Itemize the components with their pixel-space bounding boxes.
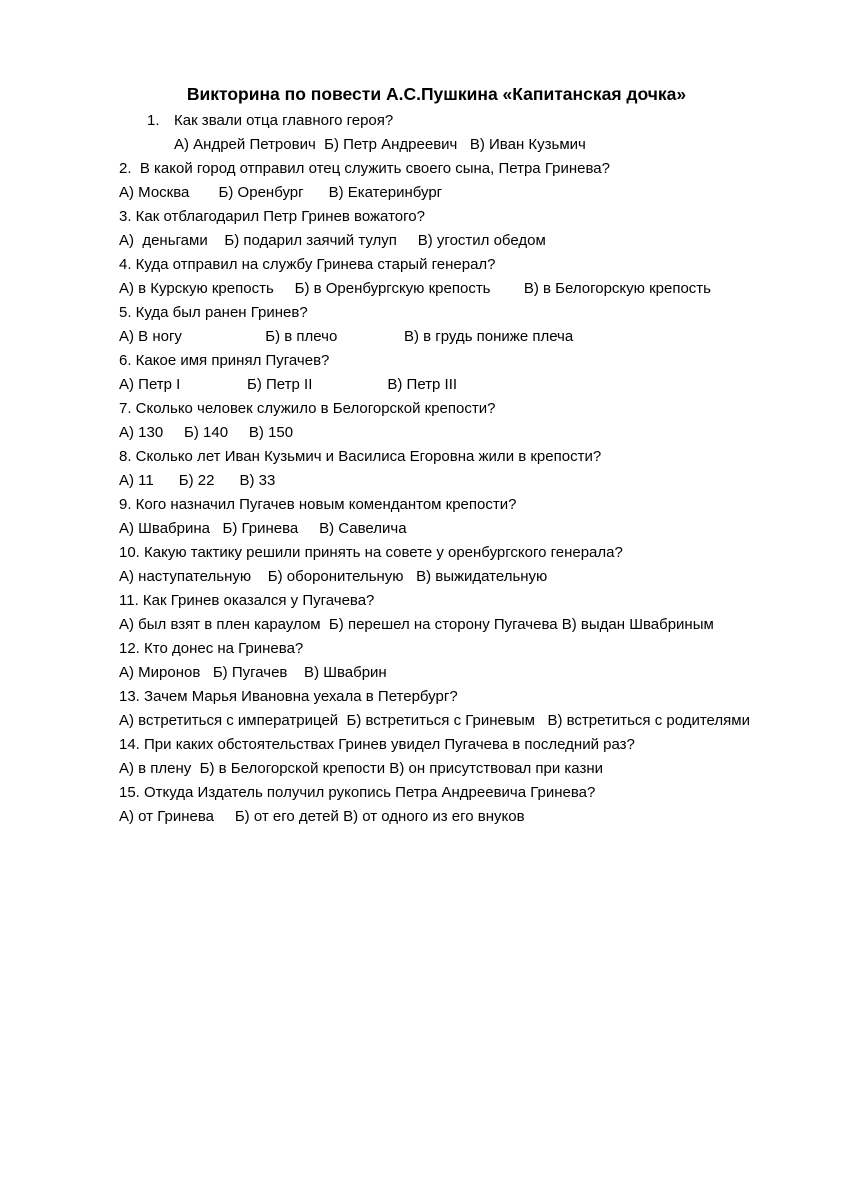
question-11: 11. Как Гринев оказался у Пугачева? (119, 592, 375, 609)
answers-12: А) Миронов Б) Пугачев В) Швабрин (119, 664, 387, 681)
answers-2: А) Москва Б) Оренбург В) Екатеринбург (119, 184, 443, 201)
answers-13: А) встретиться с императрицей Б) встретиться с Гриневым В) встретиться с родителями (119, 712, 750, 729)
question-2: 2. В какой город отправил отец служить своего сына, Петра Гринева? (119, 160, 610, 177)
quiz-title: Викторина по повести А.С.Пушкина «Капитанская дочка» (186, 84, 687, 104)
question-10: 10. Какую тактику решили принять на совете у оренбургского генерала? (119, 544, 623, 561)
answers-14: А) в плену Б) в Белогорской крепости В) он присутствовал при казни (119, 760, 604, 777)
question-12: 12. Кто донес на Гринева? (119, 640, 304, 657)
answers-1: А) Андрей Петрович Б) Петр Андреевич В) Иван Кузьмич (174, 136, 586, 153)
question-13: 13. Зачем Марья Ивановна уехала в Петербург? (119, 688, 458, 705)
question-4: 4. Куда отправил на службу Гринева старый генерал? (119, 256, 496, 273)
answers-7: А) 130 Б) 140 В) 150 (119, 424, 294, 441)
answers-5: А) В ногу Б) в плечо В) в грудь пониже плеча (119, 328, 574, 345)
answers-10: А) наступательную Б) оборонительную В) выжидательную (119, 568, 548, 585)
answers-15: А) от Гринева Б) от его детей В) от одного из его внуков (119, 808, 525, 825)
question-9: 9. Кого назначил Пугачев новым комендантом крепости? (119, 496, 517, 513)
answers-8: А) 11 Б) 22 В) 33 (119, 472, 276, 489)
question-6: 6. Какое имя принял Пугачев? (119, 352, 330, 369)
answers-3: А) деньгами Б) подарил заячий тулуп В) угостил обедом (119, 232, 546, 249)
question-text: Как звали отца главного героя? (174, 112, 394, 129)
question-3: 3. Как отблагодарил Петр Гринев вожатого? (119, 208, 425, 225)
answers-11: А) был взят в плен караулом Б) перешел на сторону Пугачева В) выдан Швабриным (119, 616, 714, 633)
question-8: 8. Сколько лет Иван Кузьмич и Василиса Егоровна жили в крепости? (119, 448, 602, 465)
answers-4: А) в Курскую крепость Б) в Оренбургскую крепость В) в Белогорскую крепость (119, 280, 711, 297)
question-14: 14. При каких обстоятельствах Гринев увидел Пугачева в последний раз? (119, 736, 635, 753)
question-1 (147, 111, 393, 131)
question-7: 7. Сколько человек служило в Белогорской крепости? (119, 400, 496, 417)
answers-6: А) Петр I Б) Петр II В) Петр III (119, 376, 458, 393)
answers-9: А) Швабрина Б) Гринева В) Савелича (119, 520, 407, 537)
question-number: 1. (147, 112, 160, 129)
question-5: 5. Куда был ранен Гринев? (119, 304, 308, 321)
question-15: 15. Откуда Издатель получил рукопись Петра Андреевича Гринева? (119, 784, 596, 801)
